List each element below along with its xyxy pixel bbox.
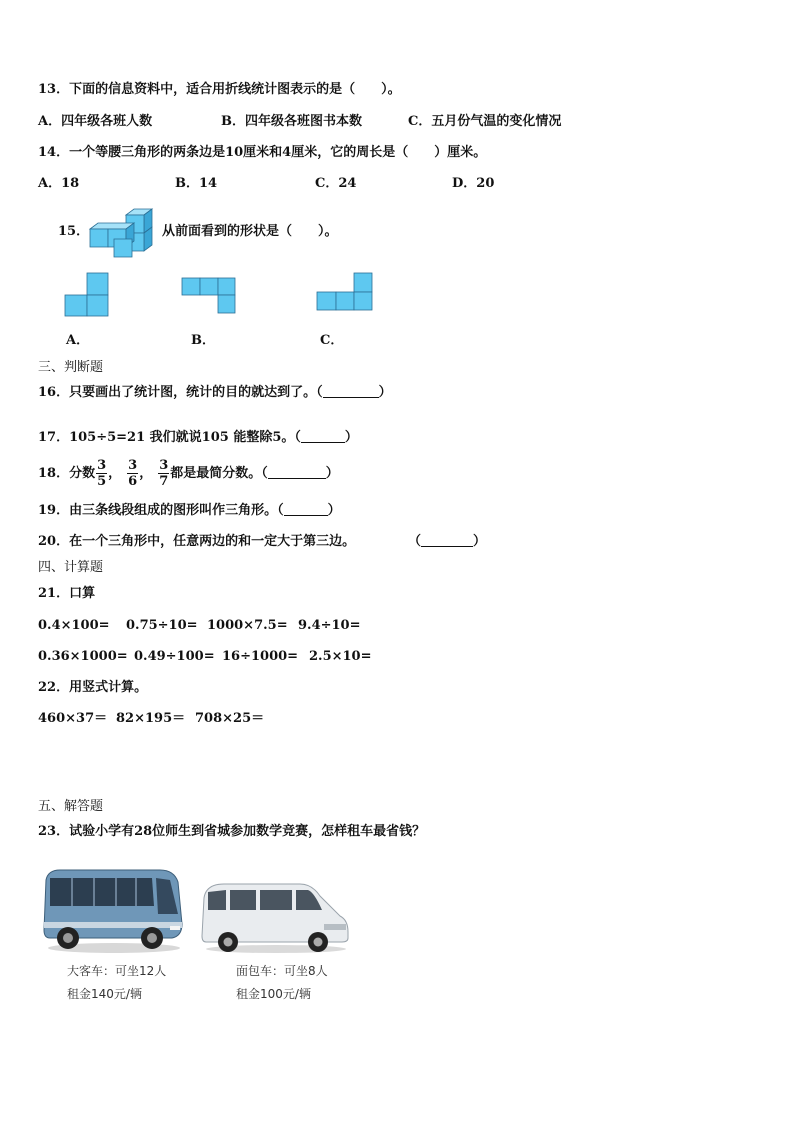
q14-option-c: C．24 — [315, 176, 357, 191]
q22-item-2: 82×195＝ — [116, 711, 186, 726]
q13-option-c: C．五月份气温的变化情况 — [408, 114, 562, 129]
fraction-3-5: $\frac{3}{5}$ — [97, 458, 107, 489]
q14-option-a: A．18 — [38, 176, 80, 191]
q18-sep-2: ， — [139, 466, 153, 481]
option-b-view-icon — [182, 278, 236, 314]
q18-answer-blank[interactable] — [268, 466, 326, 479]
fraction-3-7: $\frac{3}{7}$ — [159, 458, 169, 489]
q17-text: 17．105÷5=21 我们就说105 能整除5。（ — [38, 430, 301, 445]
q19 — [38, 503, 341, 519]
q17-answer-blank[interactable] — [301, 430, 345, 443]
q15-option-b: B． — [191, 333, 215, 348]
q19-close: ） — [327, 503, 341, 518]
q21-r1-item-2: 0.75÷10= — [126, 618, 198, 633]
q16-text: 16．只要画出了统计图，统计的目的就达到了。（ — [38, 385, 323, 400]
q14-stem: 14．一个等腰三角形的两条边是10厘米和4厘米，它的周长是（ ）厘米。 — [38, 145, 487, 160]
cube-stack-figure — [88, 206, 160, 258]
q21-title: 21．口算 — [38, 586, 96, 601]
q17 — [38, 430, 358, 446]
q14-option-b: B．14 — [175, 176, 218, 191]
q22-title: 22．用竖式计算。 — [38, 680, 148, 695]
q13-option-b: B．四年级各班图书本数 — [221, 114, 362, 129]
q23-stem: 23．试验小学有28位师生到省城参加数学竞赛，怎样租车最省钱？ — [38, 824, 426, 839]
q18-suffix: 都是最简分数。（ — [170, 466, 268, 481]
q18 — [38, 457, 339, 491]
q21-r1-item-4: 9.4÷10= — [298, 618, 361, 633]
section-three-title: 三、判断题 — [38, 360, 104, 375]
q21-r1-item-1: 0.4×100= — [38, 618, 110, 633]
q15-number: 15． — [58, 224, 90, 239]
q15-stem: 从前面看到的形状是（ ）。 — [162, 224, 338, 239]
option-a-view-icon — [65, 273, 109, 317]
fraction-3-6: $\frac{3}{6}$ — [128, 458, 138, 489]
q22-item-1: 460×37＝ — [38, 711, 108, 726]
q13-stem: 13．下面的信息资料中，适合用折线统计图表示的是（ ）。 — [38, 82, 401, 97]
q21-r2-item-3: 16÷1000= — [222, 649, 299, 664]
bus-rent-caption: 租金140元/辆 — [67, 987, 142, 1001]
q19-answer-blank[interactable] — [284, 503, 328, 516]
q16-close: ） — [378, 385, 392, 400]
bus-capacity-caption: 大客车：可坐12人 — [67, 964, 167, 978]
q14-option-d: D．20 — [452, 176, 495, 191]
q21-r1-item-3: 1000×7.5= — [207, 618, 288, 633]
q18-close: ） — [325, 466, 339, 481]
q13-option-a: A．四年级各班人数 — [38, 114, 153, 129]
q20-close: ） — [473, 534, 487, 549]
minivan-image — [200, 880, 350, 954]
q18-sep-1: ， — [108, 466, 122, 481]
q16-answer-blank[interactable] — [323, 385, 379, 398]
q20-answer-blank[interactable] — [421, 534, 473, 547]
option-c-view-icon — [317, 273, 373, 311]
q21-r2-item-2: 0.49÷100= — [134, 649, 215, 664]
q19-text: 19．由三条线段组成的图形叫作三角形。（ — [38, 503, 284, 518]
van-rent-caption: 租金100元/辆 — [236, 987, 311, 1001]
q16 — [38, 385, 392, 401]
q15-option-c: C． — [320, 333, 344, 348]
q20-answer — [408, 534, 486, 550]
q20-text: 20．在一个三角形中，任意两边的和一定大于第三边。 — [38, 534, 356, 549]
q18-prefix: 18．分数 — [38, 466, 96, 481]
q17-close: ） — [344, 430, 358, 445]
q15-option-a: A． — [66, 333, 90, 348]
coach-bus-image — [42, 866, 184, 954]
section-four-title: 四、计算题 — [38, 560, 104, 575]
section-five-title: 五、解答题 — [38, 799, 104, 814]
van-capacity-caption: 面包车：可坐8人 — [236, 964, 328, 978]
q21-r2-item-1: 0.36×1000= — [38, 649, 128, 664]
q21-r2-item-4: 2.5×10= — [309, 649, 372, 664]
q20-open: （ — [408, 534, 422, 549]
q22-item-3: 708×25＝ — [195, 711, 265, 726]
